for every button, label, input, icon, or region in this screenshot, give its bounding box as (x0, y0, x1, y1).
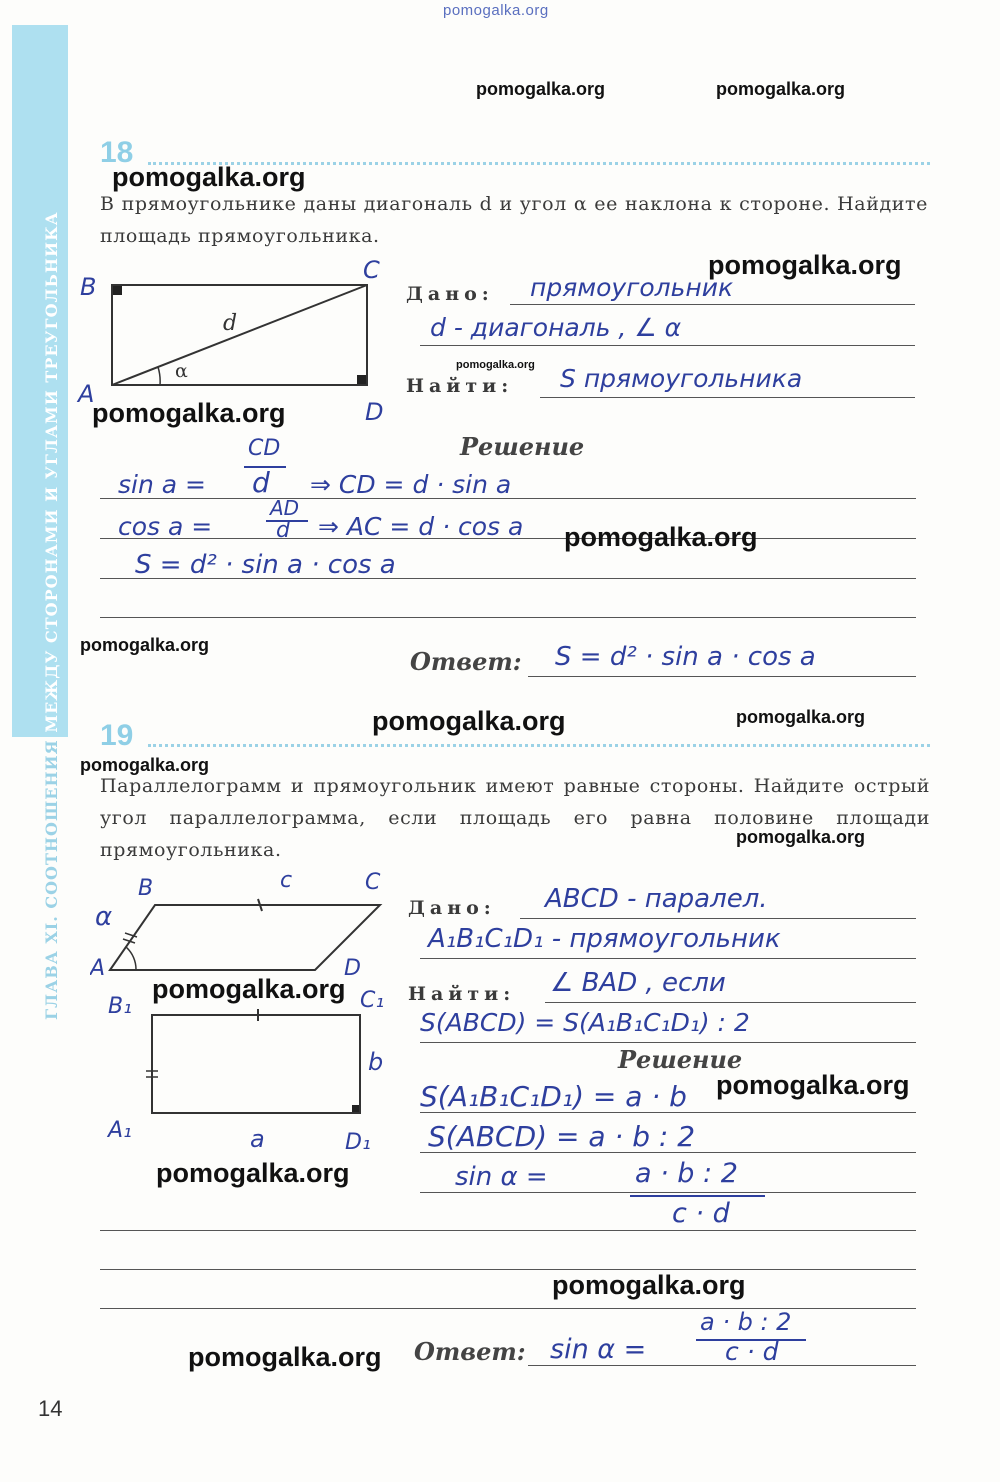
vertex-b: B (80, 273, 97, 301)
vertex-d: D (365, 398, 384, 426)
sol19-line-3 (420, 1192, 916, 1193)
watermark: pomogalka.org (736, 707, 866, 727)
watermark: pomogalka.org (80, 635, 210, 655)
label-a-side: a (250, 1125, 265, 1153)
watermark: pomogalka.org (92, 398, 286, 428)
sol18-line3: S = d² · sin a · cos a (135, 550, 396, 580)
watermark: pomogalka.org (476, 79, 606, 99)
watermark: pomogalka.org (736, 827, 866, 847)
task-19-answer-den: c · d (725, 1337, 779, 1366)
right-angle-mark-d1 (352, 1105, 359, 1112)
task-19-answer-num: a · b : 2 (700, 1308, 792, 1336)
label-d: d (223, 311, 238, 336)
task-18-find-value: S прямоугольника (560, 364, 803, 393)
rectangle-a1b1c1d1 (152, 1015, 360, 1113)
vertex-d-19: D (344, 956, 361, 981)
diagonal-d (112, 285, 367, 385)
sol19-line3-num: a · b : 2 (635, 1158, 738, 1189)
find19-line-2 (420, 1042, 916, 1043)
header-watermark: pomogalka.org (443, 2, 549, 19)
sol19-line3-fraction-bar (630, 1195, 765, 1197)
task-19-answer-label: Ответ: (414, 1337, 526, 1366)
task-19-find-value: ∠ BAD , если (550, 968, 726, 998)
sol19-line2: S(ABCD) = a · b : 2 (428, 1120, 696, 1153)
label-alpha-19: α (95, 902, 113, 932)
task-18-find-label: Найти: (406, 375, 514, 397)
sol18-line1-den: d (252, 466, 270, 499)
task-19-given-1: ABCD - паралел. (545, 884, 768, 914)
task-19-solution-title: Решение (618, 1045, 743, 1074)
solution-line-4 (100, 617, 916, 618)
watermark: pomogalka.org (112, 162, 306, 192)
sol19-line-6 (100, 1308, 916, 1309)
vertex-b1: B₁ (108, 994, 132, 1019)
given19-line-2 (420, 958, 916, 959)
task-19-dotted-rule (148, 744, 930, 747)
answer-line-19 (528, 1365, 916, 1366)
task-19-text: Параллелограмм и прямоугольник имеют равные стороны. Найдите острый угол параллелограмма, если площадь его равна половине площади прямоугольника. (100, 775, 930, 861)
chapter-title-part-2: МЕЖДУ СТОРОНАМИ И УГЛАМИ ТРЕУГОЛЬНИКА (42, 211, 61, 733)
watermark: pomogalka.org (372, 706, 566, 736)
task-19-find-cond: S(ABCD) = S(A₁B₁C₁D₁) : 2 (420, 1008, 750, 1037)
task-19-answer-left: sin α = (550, 1334, 647, 1365)
task-18-given-label: Дано: (406, 283, 494, 305)
watermark: pomogalka.org (552, 1270, 746, 1300)
sol18-line2-left: cos a = (118, 512, 213, 541)
vertex-a1: A₁ (108, 1118, 132, 1143)
chapter-title-part-1: ГЛАВА XI. СООТНОШЕНИЯ (42, 732, 61, 1020)
task-18-number: 18 (100, 136, 134, 169)
vertex-a-19: A (90, 956, 106, 981)
given-line-2 (420, 345, 915, 346)
watermark: pomogalka.org (456, 359, 535, 371)
sol19-line3-den: c · d (672, 1198, 730, 1229)
task-18-solution-title: Решение (460, 432, 585, 461)
sol19-line-4 (100, 1230, 916, 1231)
vertex-c-19: C (365, 870, 381, 895)
label-c-side: c (280, 868, 293, 893)
find19-line (545, 1002, 916, 1003)
find-line (540, 397, 915, 398)
sol19-line3-left: sin α = (455, 1162, 548, 1192)
sol18-line2-right: ⇒ AC = d · cos a (318, 512, 524, 541)
task-18-answer-value: S = d² · sin a · cos a (555, 642, 816, 672)
vertex-d1: D₁ (345, 1130, 371, 1155)
sol19-line1: S(A₁B₁C₁D₁) = a · b (420, 1080, 687, 1113)
watermark: pomogalka.org (716, 1070, 910, 1100)
task-18-answer-label: Ответ: (410, 647, 522, 676)
task-18-given-2: d - диагональ , ∠ α (430, 313, 682, 342)
right-angle-mark-d (357, 375, 366, 384)
watermark: pomogalka.org (564, 522, 758, 552)
task-19-number: 19 (100, 719, 134, 752)
task-19-given-2: A₁B₁C₁D₁ - прямоугольник (428, 924, 781, 954)
sol18-line2-den: d (276, 518, 290, 543)
vertex-c1: C₁ (360, 988, 385, 1013)
watermark: pomogalka.org (152, 974, 346, 1004)
angle-alpha-arc (158, 367, 160, 385)
watermark: pomogalka.org (708, 250, 902, 280)
task-19-given-label: Дано: (408, 897, 496, 919)
task-18-text: В прямоугольнике даны диагональ d и угол α ее наклона к стороне. Найдите площадь прямоугольника. (100, 193, 928, 247)
vertex-c: C (363, 256, 380, 284)
task-19-find-label: Найти: (408, 983, 516, 1005)
angle-alpha-arc-19 (126, 947, 136, 970)
chapter-title-vertical (42, 30, 61, 1020)
sol18-line2-num: AD (270, 496, 300, 520)
watermark: pomogalka.org (716, 79, 846, 99)
watermark: pomogalka.org (80, 755, 210, 775)
vertex-b-19: B (138, 876, 154, 901)
sol18-line1-num: CD (248, 436, 281, 461)
label-b-side: b (368, 1048, 384, 1076)
task-18-given-1: прямоугольник (530, 273, 734, 302)
sol19-line-5 (100, 1269, 916, 1270)
vertex-a: A (78, 380, 95, 408)
label-alpha: α (175, 360, 188, 382)
watermark: pomogalka.org (156, 1158, 350, 1188)
page-number: 14 (38, 1396, 63, 1421)
parallelogram-abcd (110, 905, 380, 970)
sol18-line1-left: sin a = (118, 470, 206, 499)
given-line-1 (510, 304, 915, 305)
answer-line-18 (528, 676, 916, 677)
right-angle-mark-b (113, 286, 122, 295)
task-19-figure (90, 865, 400, 1175)
given19-line-1 (520, 918, 916, 919)
sol18-line1-right: ⇒ CD = d · sin a (310, 470, 512, 499)
watermark: pomogalka.org (188, 1342, 382, 1372)
